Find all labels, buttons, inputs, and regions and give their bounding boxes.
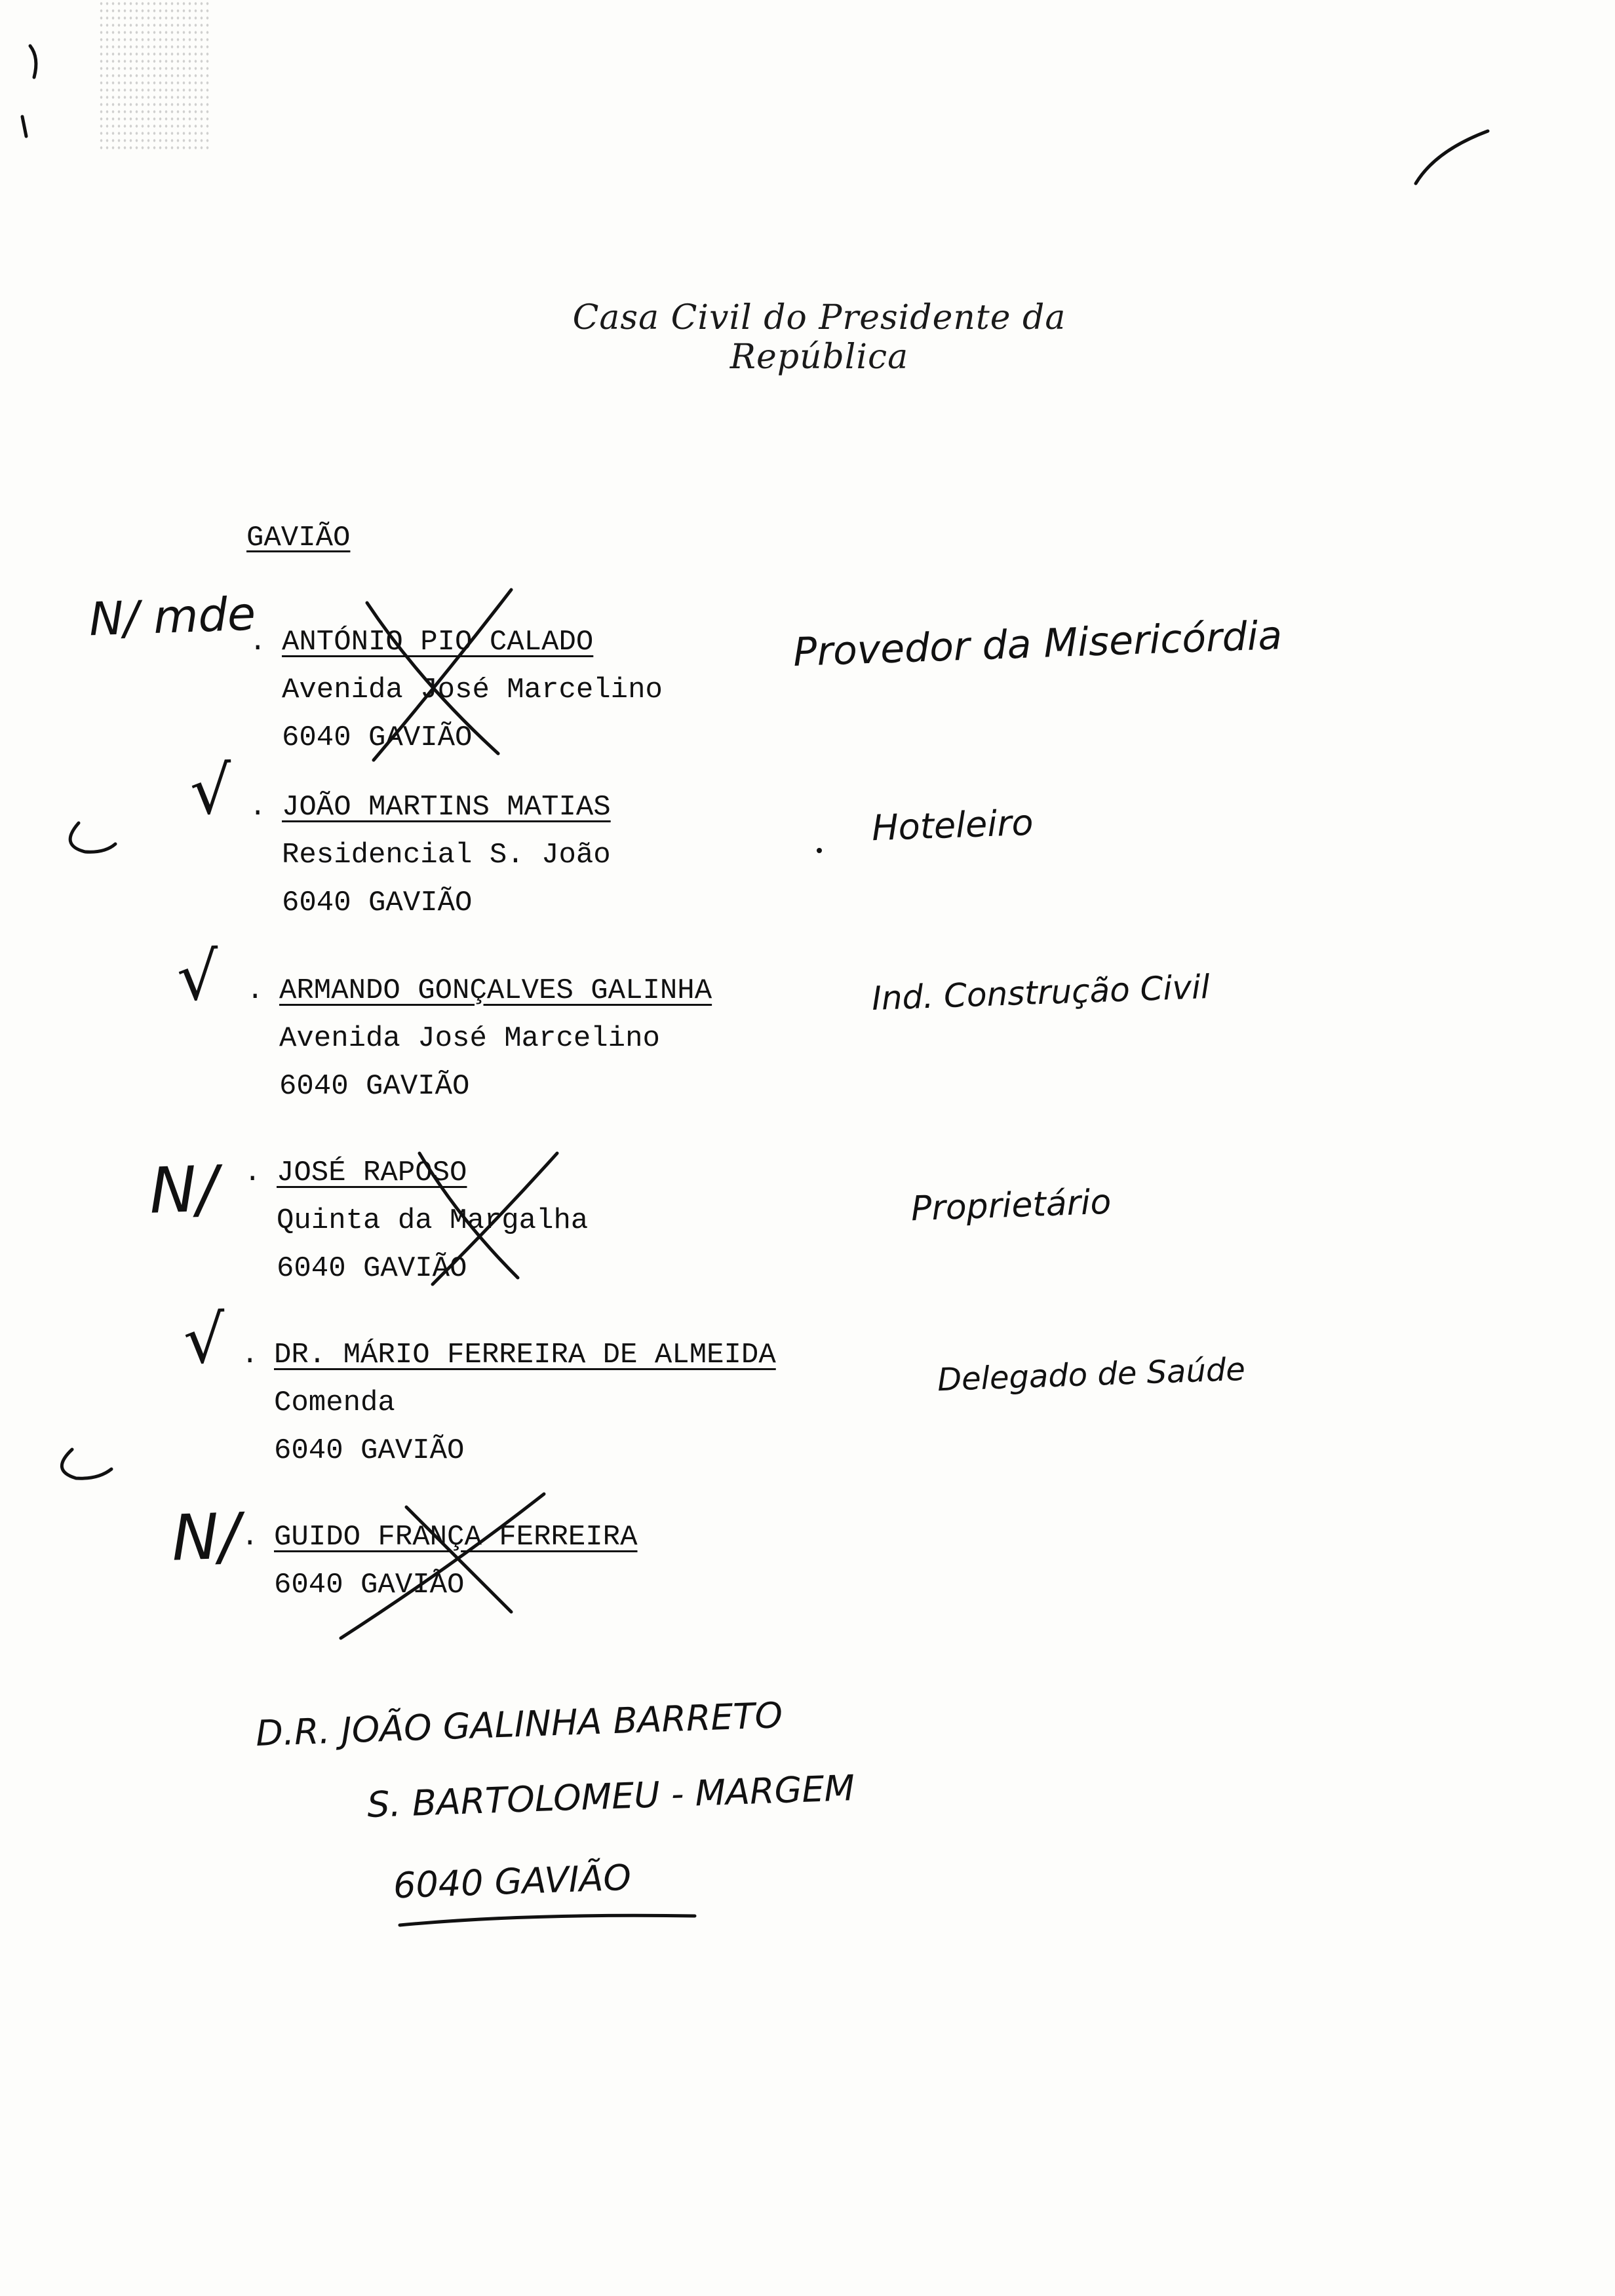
entry-name: GUIDO FRANÇA FERREIRA	[274, 1521, 638, 1554]
handwritten-note-1: Provedor da Misericórdia	[792, 612, 1283, 676]
cross-out-stroke	[367, 603, 498, 754]
entry-name: ANTÓNIO PIO CALADO	[282, 626, 594, 659]
section-title: GAVIÃO	[246, 522, 351, 554]
handwritten-note-2: Hoteleiro	[870, 801, 1034, 849]
handwritten-addition-address: S. BARTOLOMEU - MARGEM	[366, 1767, 856, 1826]
entry-city: 6040 GAVIÃO	[282, 721, 473, 754]
ink-dot	[817, 848, 822, 853]
margin-mark-1: N/ mde	[88, 586, 257, 647]
bullet: .	[241, 1521, 259, 1554]
entry-city: 6040 GAVIÃO	[279, 1070, 470, 1103]
scan-mark	[22, 117, 26, 136]
margin-mark-3: √	[175, 937, 220, 1016]
bullet: .	[244, 1157, 262, 1189]
entry-address: Avenida José Marcelino	[279, 1022, 660, 1055]
letterhead: Casa Civil do Presidente da República	[572, 298, 1066, 377]
handwritten-underline	[400, 1915, 695, 1925]
entry-name: JOÃO MARTINS MATIAS	[282, 791, 611, 824]
handwritten-addition-name: D.R. JOÃO GALINHA BARRETO	[255, 1694, 784, 1755]
entry-address: Comenda	[274, 1387, 395, 1419]
cross-out-stroke	[433, 1153, 557, 1284]
entry-city: 6040 GAVIÃO	[274, 1434, 465, 1467]
margin-mark-4: N/	[148, 1152, 220, 1228]
entry-city: 6040 GAVIÃO	[277, 1252, 467, 1285]
cross-out-stroke	[374, 590, 511, 760]
entry-name: DR. MÁRIO FERREIRA DE ALMEIDA	[274, 1339, 776, 1371]
entry-city: 6040 GAVIÃO	[282, 887, 473, 919]
margin-mark-2: √	[188, 751, 233, 830]
margin-mark-5: √	[182, 1300, 227, 1379]
cross-out-stroke	[419, 1153, 518, 1278]
bullet: .	[246, 974, 264, 1007]
scan-mark	[30, 46, 36, 77]
handwritten-note-4: Proprietário	[910, 1182, 1112, 1229]
cross-out-stroke	[341, 1494, 544, 1638]
handwritten-addition-city: 6040 GAVIÃO	[393, 1856, 632, 1907]
corner-tick-mark	[1416, 131, 1488, 183]
entry-name: ARMANDO GONÇALVES GALINHA	[279, 974, 712, 1007]
bullet: .	[249, 626, 267, 659]
bullet: .	[249, 791, 267, 824]
margin-bracket	[62, 1449, 111, 1478]
entry-address: Quinta da Margalha	[277, 1204, 589, 1237]
handwritten-note-3: Ind. Construção Civil	[871, 968, 1211, 1018]
margin-bracket	[70, 823, 115, 852]
handwritten-note-5: Delegado de Saúde	[937, 1350, 1246, 1399]
bullet: .	[241, 1339, 259, 1371]
entry-address: Residencial S. João	[282, 839, 611, 871]
entry-city: 6040 GAVIÃO	[274, 1569, 465, 1601]
margin-mark-6: N/	[170, 1499, 242, 1575]
entry-name: JOSÉ RAPOSO	[277, 1157, 467, 1189]
entry-address: Avenida José Marcelino	[282, 674, 663, 706]
